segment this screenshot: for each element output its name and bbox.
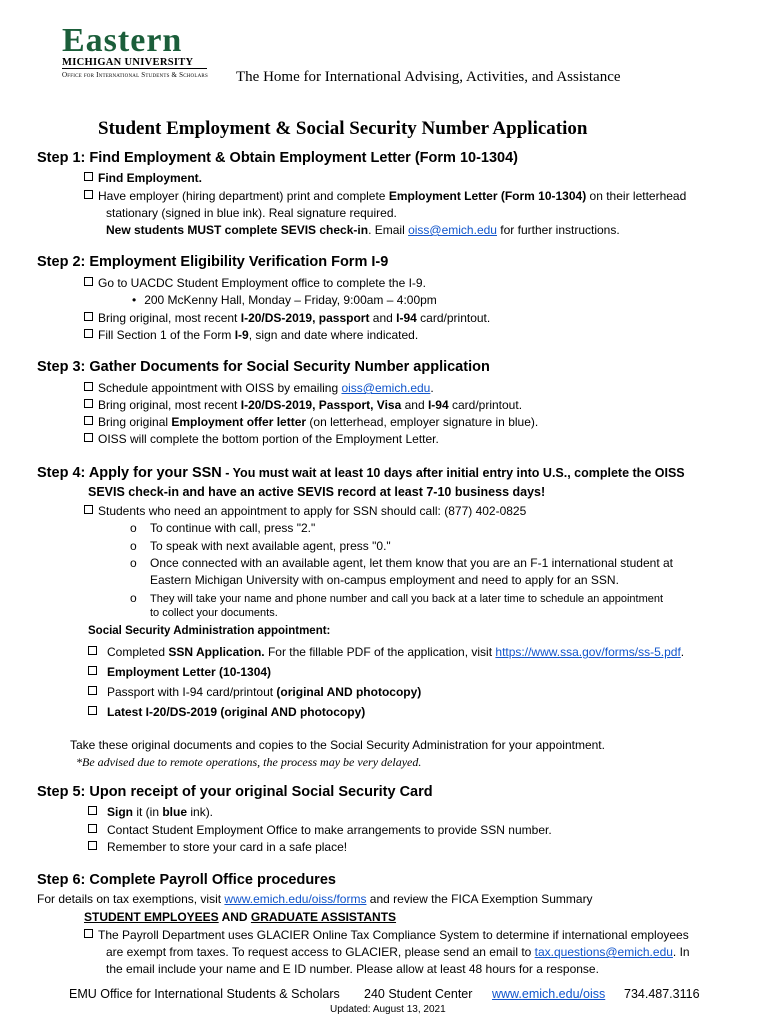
step6-details: For details on tax exemptions, visit www.emich.edu/oiss/forms and review the FICA Exemption Summary (37, 892, 593, 906)
step4-sub4-cont: to collect your documents. (150, 607, 278, 619)
step1-item1: Find Employment. (84, 171, 202, 185)
footer-address: 240 Student Center (364, 987, 473, 1001)
step5-heading: Step 5: Upon receipt of your original Social Security Card (37, 784, 433, 800)
checkbox-icon (84, 416, 93, 425)
checkbox-icon (88, 686, 97, 695)
ssa-item4: Latest I-20/DS-2019 (original AND photocopy) (88, 705, 365, 719)
checkbox-icon (88, 841, 97, 850)
checkbox-icon (84, 382, 93, 391)
step1-item2-cont: stationary (signed in blue ink). Real signature required. (106, 206, 397, 220)
ssa-form-link[interactable]: https://www.ssa.gov/forms/ss-5.pdf (495, 645, 681, 659)
checkbox-icon (84, 172, 93, 181)
checkbox-icon (84, 329, 93, 338)
tagline: The Home for International Advising, Activities, and Assistance (236, 69, 621, 85)
step2-item2: Bring original, most recent I-20/DS-2019, passport and I-94 card/printout. (84, 311, 490, 325)
oiss-email-link[interactable]: oiss@emich.edu (341, 381, 431, 395)
logo-office: Office for International Students & Scholars (62, 71, 208, 79)
step1-item2: Have employer (hiring department) print and complete Employment Letter (Form 10-1304) on their letterhead (84, 189, 686, 203)
checkbox-icon (84, 505, 93, 514)
step4-note: SEVIS check-in and have an active SEVIS record at least 7-10 business days! (88, 485, 546, 499)
bullet-icon: • (132, 293, 137, 307)
step4-heading: Step 4: Apply for your SSN - You must wait at least 10 days after initial entry into U.S., complete the OISS (37, 465, 685, 481)
step2-bullet: • 200 McKenny Hall, Monday – Friday, 9:00am – 4:00pm (132, 293, 437, 307)
step4-sub3-cont: Eastern Michigan University with on-campus employment and need to apply for an SSN. (150, 573, 619, 587)
step5-item1: Sign it (in blue ink). (88, 805, 213, 819)
oiss-forms-link[interactable]: www.emich.edu/oiss/forms (224, 892, 367, 906)
step2-item3: Fill Section 1 of the Form I-9, sign and date where indicated. (84, 328, 418, 342)
checkbox-icon (84, 433, 93, 442)
step6-audience: STUDENT EMPLOYEES AND GRADUATE ASSISTANTS (84, 910, 397, 924)
logo-divider (62, 68, 207, 69)
step3-item1: Schedule appointment with OISS by emailing oiss@emich.edu. (84, 381, 434, 395)
footer-updated: Updated: August 13, 2021 (330, 1004, 446, 1015)
ssa-item2: Employment Letter (10-1304) (88, 665, 271, 679)
step6-item1: The Payroll Department uses GLACIER Online Tax Compliance System to determine if international employees (84, 928, 689, 942)
step3-item2: Bring original, most recent I-20/DS-2019, Passport, Visa and I-94 card/printout. (84, 398, 522, 412)
checkbox-icon (84, 312, 93, 321)
checkbox-icon (84, 190, 93, 199)
step3-item3: Bring original Employment offer letter (on letterhead, employer signature in blue). (84, 415, 538, 429)
step3-heading: Step 3: Gather Documents for Social Security Number application (37, 359, 490, 375)
checkbox-icon (88, 806, 97, 815)
advised-note: *Be advised due to remote operations, the process may be very delayed. (76, 755, 422, 769)
footer-office: EMU Office for International Students & Scholars (69, 987, 340, 1001)
ssa-item3: Passport with I-94 card/printout (original AND photocopy) (88, 685, 421, 699)
checkbox-icon (88, 666, 97, 675)
step4-sub1: o To continue with call, press "2." (130, 521, 316, 535)
tax-email-link[interactable]: tax.questions@emich.edu (534, 945, 673, 959)
step4-sub4: o They will take your name and phone number and call you back at a later time to schedule an appointment (130, 591, 664, 605)
take-documents-text: Take these original documents and copies to the Social Security Administration for your appointment. (70, 738, 605, 752)
step1-item3: New students MUST complete SEVIS check-in. Email oiss@emich.edu for further instructions. (106, 223, 620, 237)
ssa-heading: Social Security Administration appointment: (88, 625, 331, 637)
checkbox-icon (84, 399, 93, 408)
step4-sub2: o To speak with next available agent, press "0." (130, 539, 391, 553)
ssa-item1: Completed SSN Application. For the fillable PDF of the application, visit https://www.ssa.gov/forms/ss-5.pdf. (88, 645, 684, 659)
step6-item1-cont2: the email include your name and E ID number. Please allow at least 48 hours for a response. (106, 962, 599, 976)
step6-item1-cont: are exempt from taxes. To request access to GLACIER, please send an email to tax.questions@emich.edu. In (106, 945, 690, 959)
checkbox-icon (84, 929, 93, 938)
step4-sub3: o Once connected with an available agent, let them know that you are an F-1 international student at (130, 556, 673, 570)
step2-item1: Go to UACDC Student Employment office to complete the I-9. (84, 276, 426, 290)
checkbox-icon (84, 277, 93, 286)
footer-web-link[interactable]: www.emich.edu/oiss (492, 987, 606, 1001)
step4-item1: Students who need an appointment to apply for SSN should call: (877) 402-0825 (84, 504, 526, 518)
logo-eastern: Eastern (62, 22, 183, 59)
checkbox-icon (88, 824, 97, 833)
step2-heading: Step 2: Employment Eligibility Verification Form I-9 (37, 254, 389, 270)
step5-item2: Contact Student Employment Office to make arrangements to provide SSN number. (88, 823, 552, 837)
step6-heading: Step 6: Complete Payroll Office procedures (37, 872, 336, 888)
footer-phone: 734.487.3116 (624, 987, 700, 1001)
step3-item4: OISS will complete the bottom portion of the Employment Letter. (84, 432, 439, 446)
oiss-email-link[interactable]: oiss@emich.edu (408, 223, 497, 237)
logo-university: MICHIGAN UNIVERSITY (62, 57, 194, 68)
page-title: Student Employment & Social Security Number Application (98, 118, 588, 139)
step1-heading: Step 1: Find Employment & Obtain Employment Letter (Form 10-1304) (37, 150, 518, 166)
checkbox-icon (88, 706, 97, 715)
checkbox-icon (88, 646, 97, 655)
step5-item3: Remember to store your card in a safe place! (88, 840, 347, 854)
